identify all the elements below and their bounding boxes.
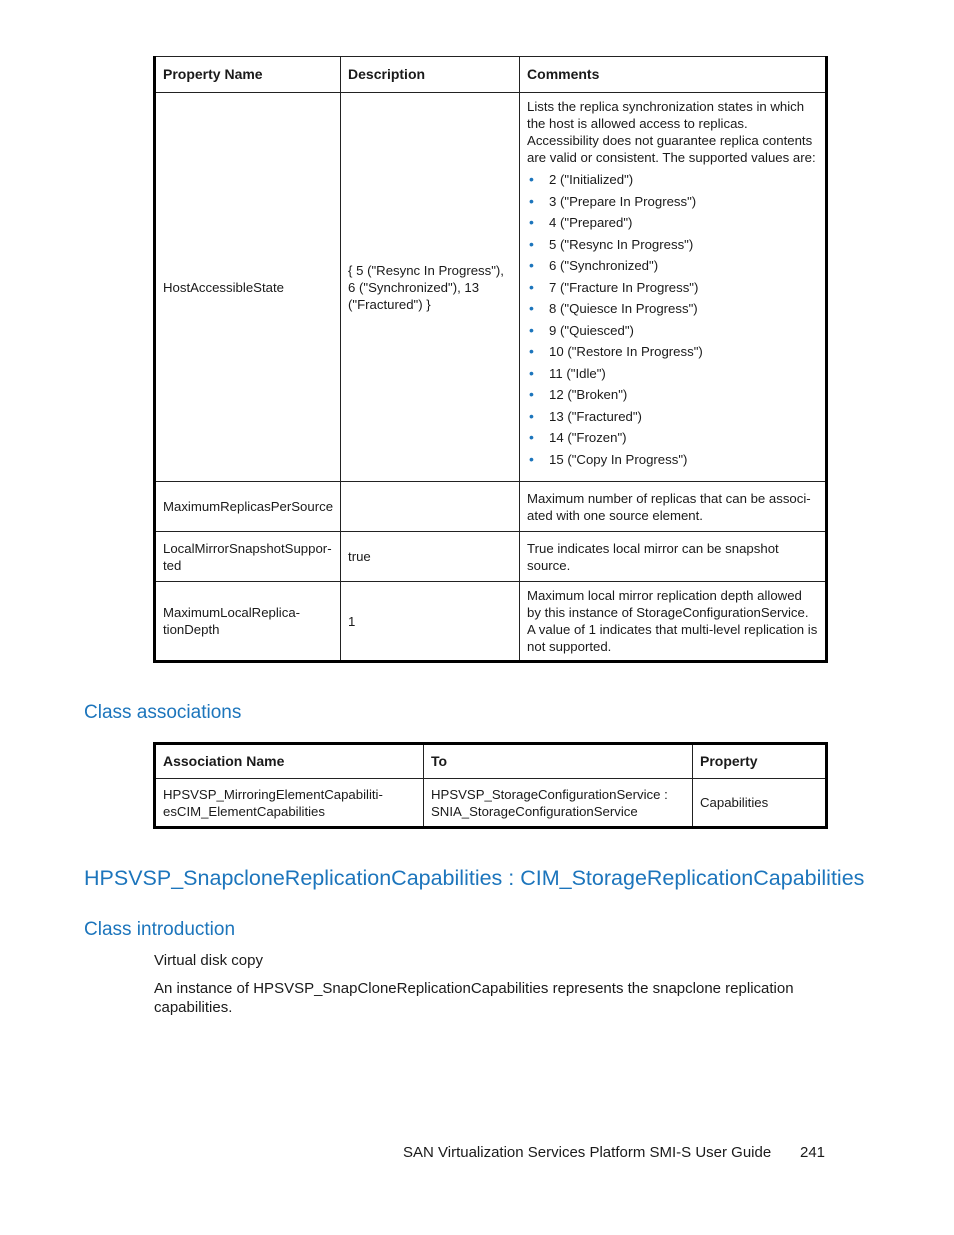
bullet-icon: •: [529, 321, 534, 338]
column-header: Property Name: [155, 57, 341, 93]
list-item: • 15 ("Copy In Progress"): [527, 449, 818, 471]
list-item: • 7 ("Fracture In Progress"): [527, 277, 818, 299]
property-name: LocalMirrorSnapshotSuppor-ted: [155, 532, 341, 582]
table-row: [155, 482, 827, 532]
list-item: • 8 ("Quiesce In Progress"): [527, 298, 818, 320]
property-comment: True indicates local mirror can be snapshot source.: [520, 532, 827, 582]
bullet-icon: •: [529, 235, 534, 252]
bullet-icon: •: [529, 171, 534, 187]
table-row: [155, 582, 827, 662]
page-number: 241: [800, 1144, 826, 1161]
class-title: HPSVSP_SnapcloneReplicationCapabilities : CIM_StorageReplicationCapabilities: [84, 866, 865, 890]
bullet-icon: •: [529, 257, 534, 273]
table-row: [155, 93, 827, 482]
list-item: • 4 ("Prepared"): [527, 212, 818, 234]
bullet-icon: •: [529, 192, 534, 209]
property-description: 1: [341, 582, 520, 662]
bullet-icon: •: [529, 386, 534, 402]
bullet-icon: •: [529, 450, 534, 467]
associations-table: [153, 742, 828, 829]
supported-values-list: [527, 169, 818, 470]
list-item: • 11 ("Idle"): [527, 363, 818, 385]
list-item: • 10 ("Restore In Progress"): [527, 341, 818, 363]
list-item: • 12 ("Broken"): [527, 384, 818, 406]
table-header-row: [155, 744, 827, 779]
bullet-icon: •: [529, 343, 534, 359]
description-paragraph: An instance of HPSVSP_SnapCloneReplicationCapabilities represents the snapclone replication capabilities.: [154, 980, 794, 1016]
property-name: MaximumLocalReplica-tionDepth: [155, 582, 341, 662]
property-name: HostAccessibleState: [155, 93, 341, 482]
bullet-icon: •: [529, 214, 534, 230]
property-comment: Lists the replica synchronization states in which the host is allowed access to replicas. Accessibility does not guarantee replica contents are valid or consistent. The supported values are:: [527, 99, 816, 165]
list-item: • 9 ("Quiesced"): [527, 320, 818, 342]
list-item: • 2 ("Initialized"): [527, 169, 818, 191]
property-description: [341, 482, 520, 532]
bullet-icon: •: [529, 364, 534, 381]
property-comment: Maximum number of replicas that can be associ-ated with one source element.: [520, 482, 827, 532]
association-property: Capabilities: [693, 779, 827, 828]
column-header: Description: [341, 57, 520, 93]
bullet-icon: •: [529, 300, 534, 316]
intro-paragraph: Virtual disk copy: [154, 952, 263, 969]
class-introduction-heading: Class introduction: [84, 919, 236, 940]
bullet-icon: •: [529, 407, 534, 424]
column-header: Comments: [520, 57, 827, 93]
bullet-icon: •: [529, 429, 534, 445]
property-comment: Maximum local mirror replication depth allowed by this instance of StorageConfigurationService. A value of 1 indicates that multi-level replication is not supported.: [520, 582, 827, 662]
properties-table: [153, 56, 828, 663]
table-row: [155, 779, 827, 828]
list-item: • 6 ("Synchronized"): [527, 255, 818, 277]
list-item: • 5 ("Resync In Progress"): [527, 234, 818, 256]
column-header: Property: [693, 744, 827, 779]
column-header: Association Name: [155, 744, 424, 779]
property-description: true: [341, 532, 520, 582]
property-name: MaximumReplicasPerSource: [155, 482, 341, 532]
list-item: • 3 ("Prepare In Progress"): [527, 191, 818, 213]
list-item: • 13 ("Fractured"): [527, 406, 818, 428]
association-name: HPSVSP_MirroringElementCapabiliti-esCIM_ElementCapabilities: [155, 779, 424, 828]
column-header: To: [424, 744, 693, 779]
bullet-icon: •: [529, 278, 534, 295]
class-associations-heading: Class associations: [84, 702, 242, 723]
association-to: HPSVSP_StorageConfigurationService : SNIA_StorageConfigurationService: [424, 779, 693, 828]
table-row: [155, 532, 827, 582]
property-comment-cell: [520, 93, 827, 482]
list-item: • 14 ("Frozen"): [527, 427, 818, 449]
table-header-row: [155, 57, 827, 93]
footer-guide-title: SAN Virtualization Services Platform SMI-S User Guide: [403, 1144, 772, 1161]
property-description: { 5 ("Resync In Progress"), 6 ("Synchronized"), 13 ("Fractured") }: [341, 93, 520, 482]
